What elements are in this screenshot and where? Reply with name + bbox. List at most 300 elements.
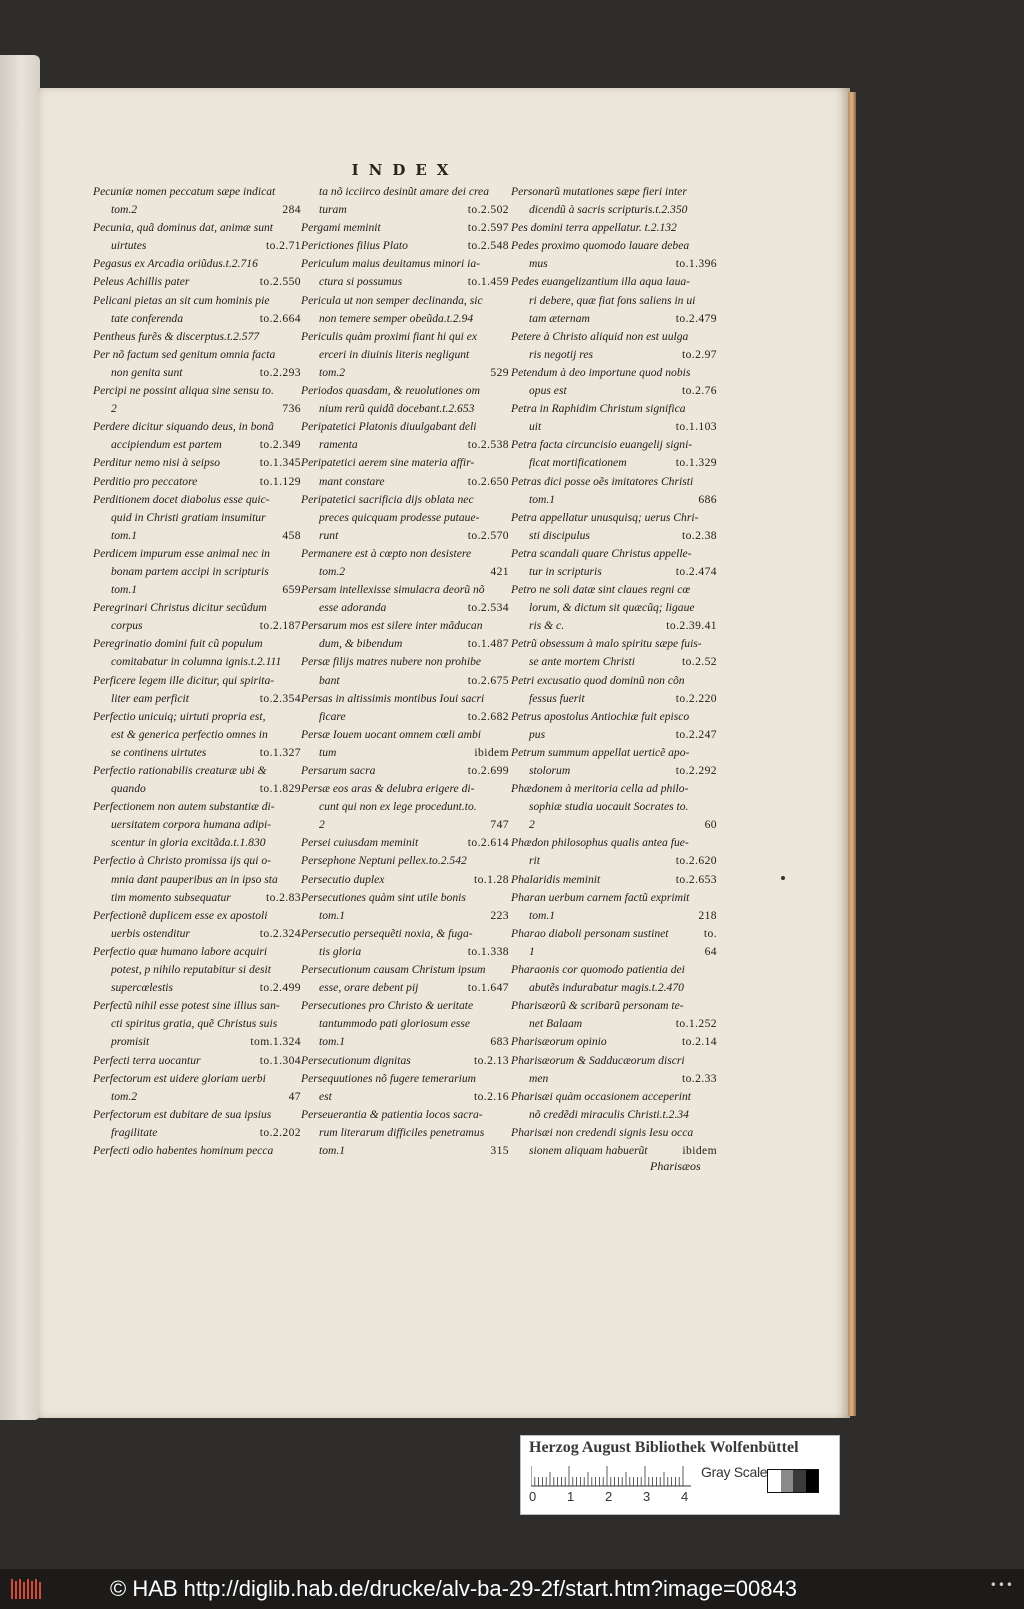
index-entry-text: corpus [111,619,143,633]
index-line [511,382,717,400]
index-entry-text: Phalaridis meminit [511,872,601,886]
ink-spot [781,876,785,880]
index-line [93,690,301,708]
index-reference: to.2.14 [681,1035,717,1049]
index-reference: 218 [698,908,717,922]
index-line [93,599,301,617]
index-reference: 421 [490,564,509,578]
index-line [511,925,717,943]
index-entry-text: est [319,1089,332,1103]
index-entry-text: Petras dici posse oẽs imitatores Christi [511,474,694,488]
index-entry-text: uersitatem corpora humana adipi- [111,818,272,832]
index-line [511,581,717,599]
index-column-1 [93,183,301,1160]
index-line [93,491,301,509]
index-line [93,653,301,671]
index-entry-text: Persecutionum dignitas [301,1053,411,1067]
index-line [511,201,717,219]
index-reference: ibidem [474,745,509,759]
index-entry-text: Pentheus furẽs & discerptus.t.2.577 [93,329,260,343]
index-column-3 [511,183,717,1160]
index-line [301,744,509,762]
index-line [301,563,509,581]
index-entry-text: 2 [111,402,117,416]
index-entry-text: tur in scripturis [529,564,602,578]
index-line [301,1033,509,1051]
index-entry-text: potest, p nihilo reputabitur si desit [111,963,271,977]
index-line [93,672,301,690]
index-reference: to.2.675 [467,673,509,687]
index-entry-text: Persequutiones nõ fugere temerarium [301,1071,477,1085]
index-reference: to.2.682 [467,709,509,723]
index-line [511,653,717,671]
index-line [511,1015,717,1033]
index-reference: to.1.647 [467,981,509,995]
index-entry-text: tate conferenda [111,311,184,325]
index-reference: 223 [490,908,509,922]
index-entry-text: Perfectio rationabilis creaturæ ubi & [93,764,267,777]
index-line [93,237,301,255]
index-entry-text: Persæ Iouem uocant omnem cœli ambi [301,727,481,741]
index-line [93,1088,301,1106]
index-line [93,527,301,545]
index-line [301,364,509,382]
index-line [511,364,717,382]
index-reference: 60 [704,818,717,832]
index-line [301,255,509,273]
index-entry-text: Peripatetici Platonis diuulgabant deli [301,420,477,434]
index-reference: to.1.304 [259,1053,301,1067]
index-reference: to.2.292 [675,764,717,777]
index-reference: to.2.247 [675,727,717,741]
ruler-number: 0 [529,1489,537,1504]
index-entry-text: Persecutio duplex [301,872,385,886]
gray-scale-swatches [767,1469,819,1493]
index-entry-text: bonam partem accipi in scripturis [111,564,269,578]
index-reference: ibidem [682,1143,717,1157]
index-reference: to.2.16 [473,1089,509,1103]
index-entry-text: Perfectio à Christo promissa ijs qui o- [93,854,271,868]
index-entry-text: ta nõ icciirco desinũt amare dei crea [319,185,489,198]
index-line [511,997,717,1015]
index-entry-text: ficare [319,709,346,723]
index-reference: to.2.548 [467,239,509,253]
index-line [93,943,301,961]
index-line [301,816,509,834]
index-line [511,418,717,436]
index-entry-text: comitabatur in columna ignis.t.2.111 [111,655,282,669]
hab-logo-icon [10,1577,46,1601]
index-line [301,400,509,418]
index-line [511,871,717,889]
index-entry-text: Phædon philosophus qualis antea fue- [511,836,689,850]
index-entry-text: Periculis quàm proximi fiant hi qui ex [301,329,478,343]
index-line [93,852,301,870]
index-entry-text: Peregrinari Christus dicitur secũdum [93,601,267,615]
index-entry-text: men [529,1071,549,1085]
index-entry-text: est & generica perfectio omnes in [111,727,268,741]
index-line [511,1088,717,1106]
gray-scale-label: Gray Scale [701,1464,768,1480]
index-line [301,328,509,346]
index-line [511,762,717,780]
index-entry-text: dicendũ à sacris scripturis.t.2.350 [529,203,688,217]
index-entry-text: Pegasus ex Arcadia oriũdus.t.2.716 [93,257,258,271]
index-line [301,943,509,961]
index-line [511,889,717,907]
index-line [93,997,301,1015]
index-line [301,491,509,509]
index-line [93,925,301,943]
index-line [93,545,301,563]
index-entry-text: Pes domini terra appellatur. t.2.132 [511,221,677,235]
index-line [93,617,301,635]
index-reference: to.1.129 [259,474,301,488]
index-line [301,454,509,472]
index-line [301,672,509,690]
index-line [93,418,301,436]
index-entry-text: rum literarum difficiles penetramus [319,1125,485,1139]
index-line [93,292,301,310]
index-entry-text: Perfecti terra uocantur [93,1053,201,1067]
index-reference: to.2.187 [259,619,301,633]
index-line [511,237,717,255]
index-line [511,545,717,563]
index-entry-text: cti spiritus gratia, quẽ Christus suis [111,1017,278,1031]
index-line [301,292,509,310]
index-entry-text: Petra appellatur unusquisq; uerus Chri- [511,510,699,524]
index-entry-text: Perseuerantia & patientia locos sacra- [301,1107,483,1121]
index-column-2 [301,183,509,1160]
index-line [511,1052,717,1070]
index-entry-text: Persas in altissimis montibus Ioui sacri [301,691,485,705]
index-reference: to.2.220 [675,691,717,705]
index-entry-text: sionem aliquam habuerũt [529,1143,648,1157]
index-entry-text: Petrũ obsessum à malo spiritu sæpe fuis- [511,637,702,651]
index-entry-text: esse, orare debent pij [319,981,419,995]
index-line [301,473,509,491]
index-line [93,382,301,400]
index-line [93,273,301,291]
index-reference: 659 [282,583,301,597]
index-entry-text: 1 [529,944,535,958]
index-line [93,1124,301,1142]
copyright-url[interactable]: © HAB http://diglib.hab.de/drucke/alv-ba-29-2f/start.htm?image=00843 [110,1576,797,1601]
index-line [301,997,509,1015]
index-line [93,183,301,201]
index-line [93,1015,301,1033]
ruler-number: 2 [605,1489,613,1504]
index-line [301,1088,509,1106]
index-line [301,961,509,979]
index-reference: to.2.499 [259,981,301,995]
index-line [301,1106,509,1124]
index-entry-text: Peleus Achillis pater [93,275,190,289]
index-line [93,961,301,979]
index-entry-text: Persarum mos est silere inter mãducan [301,619,483,633]
more-icon[interactable]: ••• [989,1578,1014,1592]
index-line [93,346,301,364]
index-reference: to.1.459 [467,275,509,289]
index-entry-text: uirtutes [111,239,147,253]
index-entry-text: sophiæ studia uocauit Socrates to. [529,800,689,814]
ruler-icon [531,1465,691,1487]
index-entry-text: dum, & bibendum [319,637,403,651]
index-entry-text: net Balaam [529,1017,583,1031]
index-reference: to.2.534 [467,601,509,615]
index-entry-text: Pericula ut non semper declinanda, sic [301,293,483,307]
index-line [511,310,717,328]
index-line [511,708,717,726]
index-entry-text: preces quicquam prodesse putaue- [319,510,480,524]
index-line [93,328,301,346]
ruler-number: 3 [643,1489,651,1504]
index-reference: 284 [282,203,301,217]
index-line [93,1070,301,1088]
index-entry-text: ramenta [319,438,358,452]
index-entry-text: Persephone Neptuni pellex.to.2.542 [301,854,467,868]
index-entry-text: Perfectorum est dubitare de sua ipsius [93,1107,272,1121]
index-entry-text: ctura si possumus [319,275,403,289]
index-line [511,961,717,979]
index-line [511,509,717,527]
index-entry-text: Pharisæi quàm occasionem acceperint [511,1089,691,1103]
index-line [93,400,301,418]
index-entry-text: lorum, & dictum sit quæcũq; ligaue [529,601,695,615]
index-entry-text: tom.1 [319,1035,346,1049]
index-line [301,780,509,798]
index-line [511,1142,717,1160]
index-entry-text: turam [319,203,347,217]
index-line [93,1106,301,1124]
index-entry-text: tum [319,745,337,759]
index-line [511,219,717,237]
index-entry-text: Pharan uerbum carnem factũ exprimit [511,890,690,904]
index-entry-text: tom.1 [111,528,138,542]
index-line [511,400,717,418]
index-entry-text: Periculum maius deuitamus minori ia- [301,257,481,271]
index-reference: to.2.479 [675,311,717,325]
index-line [301,581,509,599]
index-entry-text: uerbis ostenditur [111,926,190,940]
index-reference: 458 [282,528,301,542]
index-line [301,871,509,889]
index-line [93,436,301,454]
index-reference: to.2.620 [675,854,717,868]
index-line [93,762,301,780]
index-line [511,1070,717,1088]
index-entry-text: stolorum [529,764,571,777]
index-line [93,563,301,581]
index-reference: to.1.487 [467,637,509,651]
index-reference: to.1.345 [259,456,301,470]
index-reference: to.2.38 [681,528,717,542]
index-entry-text: non genita sunt [111,365,183,379]
index-entry-text: runt [319,528,339,542]
index-entry-text: Per nõ factum sed genitum omnia facta [93,347,276,361]
index-reference: to. [703,926,717,940]
index-line [301,653,509,671]
index-line [301,762,509,780]
index-line [511,635,717,653]
index-line [93,635,301,653]
index-entry-text: liter eam perficit [111,691,189,705]
index-entry-text: tam æternam [529,311,590,325]
index-reference: to.1.103 [675,420,717,434]
index-entry-text: Perficere legem ille dicitur, qui spirita- [93,673,275,687]
index-reference: to.2.349 [259,438,301,452]
index-line [301,418,509,436]
index-line [301,1015,509,1033]
index-entry-text: Peripatetici sacrificia dijs oblata nec [301,492,474,506]
index-line [93,780,301,798]
index-entry-text: supercœlestis [111,981,174,995]
index-reference: to.2.597 [467,221,509,235]
index-reference: to.2.76 [681,384,717,398]
index-line [511,979,717,997]
index-entry-text: Petra facta circuncisio euangelij signi- [511,438,693,452]
index-entry-text: Persecutio persequẽti noxia, & fuga- [301,926,473,940]
index-entry-text: quando [111,782,146,796]
index-reference: to.2.570 [467,528,509,542]
index-reference: 64 [704,944,717,958]
index-line [93,871,301,889]
index-reference: 47 [288,1089,301,1103]
index-entry-text: Persecutiones quàm sint utile bonis [301,890,466,904]
index-entry-text: mus [529,257,548,271]
index-line [301,237,509,255]
index-line [301,1142,509,1160]
index-entry-text: ris & c. [529,619,565,633]
index-line [301,834,509,852]
index-line [301,798,509,816]
index-reference: to.2.550 [259,275,301,289]
index-entry-text: Perdicem impurum esse animal nec in [93,546,270,560]
index-reference: to.2.502 [467,203,509,217]
index-line [93,726,301,744]
index-entry-text: Pelicani pietas an sit cum hominis pie [93,293,270,307]
index-line [301,690,509,708]
index-entry-text: Pharisæi non credendi signis Iesu occa [511,1125,694,1139]
index-line [301,635,509,653]
index-entry-text: Persam intellexisse simulacra deorũ nõ [301,583,485,597]
index-line [301,1070,509,1088]
index-line [511,1106,717,1124]
index-line [93,834,301,852]
index-entry-text: Persæ eos aras & delubra erigere di- [301,782,475,796]
index-line [93,907,301,925]
index-entry-text: erceri in diuinis literis negligunt [319,347,470,361]
index-line [511,273,717,291]
index-entry-text: tom.2 [111,203,138,217]
index-line [301,925,509,943]
index-entry-text: tom.1 [319,1143,346,1157]
index-entry-text: Petere à Christo aliquid non est uulga [511,329,689,343]
index-line [511,943,717,961]
index-entry-text: cunt qui non ex lege procedunt.to. [319,800,477,814]
library-name: Herzog August Bibliothek Wolfenbüttel [529,1439,799,1456]
index-line [511,1124,717,1142]
index-reference: 686 [698,492,717,506]
facing-page-edge [0,55,40,1420]
index-line [93,364,301,382]
index-reference: to.2.97 [681,347,717,361]
index-reference: to.2.664 [259,311,301,325]
index-entry-text: Petendum à deo importune quod nobis [511,365,691,379]
index-line [511,183,717,201]
index-line [511,454,717,472]
index-entry-text: Pecuniæ nomen peccatum sæpe indicat [93,185,276,198]
index-entry-text: Persæ filijs matres nubere non prohibe [301,655,482,669]
index-entry-text: tom.1 [529,492,556,506]
index-line [511,599,717,617]
index-line [301,599,509,617]
index-reference: to.1.338 [467,944,509,958]
index-entry-text: Petra scandali quare Christus appelle- [511,546,692,560]
index-entry-text: ficat mortificationem [529,456,627,470]
index-entry-text: Persei cuiusdam meminit [301,836,419,850]
index-line [93,201,301,219]
index-entry-text: Perditionem docet diabolus esse quic- [93,492,270,506]
index-line [511,780,717,798]
index-line [301,545,509,563]
index-line [301,708,509,726]
index-entry-text: Perdere dicitur siquando deus, in bonã [93,420,274,434]
index-entry-text: sti discipulus [529,528,590,542]
index-line [301,1052,509,1070]
index-reference: to.1.396 [675,257,717,271]
index-line [511,690,717,708]
index-reference: to.2.653 [675,872,717,886]
index-entry-text: tom.2 [319,365,346,379]
index-line [93,454,301,472]
index-line [511,744,717,762]
index-line [301,889,509,907]
index-entry-text: Pharisæorũ & scribarũ personam te- [511,999,684,1013]
index-entry-text: esse adoranda [319,601,387,615]
index-reference: 315 [490,1143,509,1157]
index-line [301,852,509,870]
index-entry-text: se ante mortem Christi [529,655,635,669]
index-line [301,509,509,527]
index-line [93,1142,301,1160]
index-entry-text: tom.1 [529,908,556,922]
index-entry-text: Petrum summum appellat uerticẽ apo- [511,745,690,759]
index-entry-text: promisit [111,1035,150,1049]
index-reference: to.2.83 [265,890,301,904]
index-entry-text: rit [529,854,540,868]
index-entry-text: Permanere est à cœpto non desistere [301,546,472,560]
index-line [511,436,717,454]
index-line [511,563,717,581]
index-entry-text: tantummodo pati gloriosum esse [319,1017,471,1031]
index-entry-text: tom.1 [111,583,138,597]
index-line [93,310,301,328]
index-entry-text: tom.2 [111,1089,138,1103]
index-line [93,798,301,816]
index-entry-text: accipiendum est partem [111,438,222,452]
index-entry-text: Perfectionẽ duplicem esse ex apostoli [93,908,268,922]
index-entry-text: Persecutionum causam Christum ipsum [301,963,486,977]
index-line [301,979,509,997]
index-line [93,255,301,273]
index-entry-text: Pharisæorum & Sadducæorum discri [511,1053,685,1067]
index-line [511,255,717,273]
index-entry-text: Perfectũ nihil esse potest sine illius san- [93,999,280,1013]
index-entry-text: quid in Christi gratiam insumitur [111,510,266,524]
index-entry-text: Pharaonis cor quomodo patientia dei [511,963,685,977]
index-entry-text: Pecunia, quã dominus dat, animæ sunt [93,221,274,235]
